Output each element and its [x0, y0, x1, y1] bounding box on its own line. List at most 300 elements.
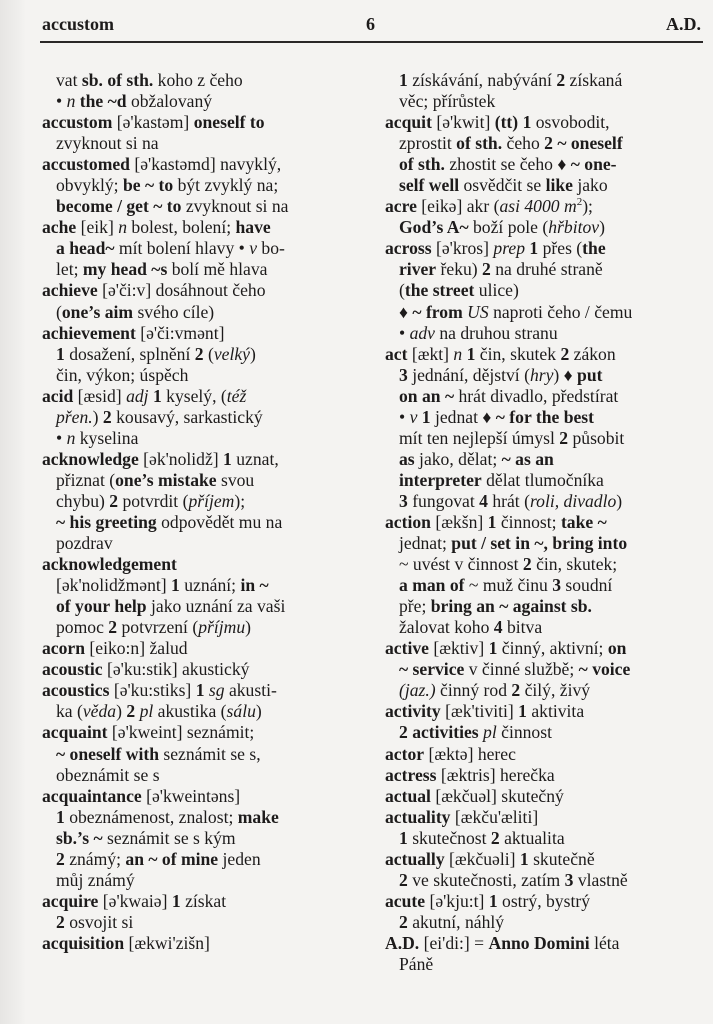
text: řeku) — [436, 259, 483, 280]
text: seznámit se s, — [158, 743, 261, 764]
bold-term: river — [399, 259, 437, 280]
text: ( — [203, 343, 214, 364]
entry-continuation-line — [42, 238, 362, 259]
text: [eik] — [76, 217, 119, 238]
bold-term: actor — [385, 743, 425, 764]
bold-term: make — [237, 806, 279, 827]
text: boží pole ( — [468, 217, 549, 238]
text: jednání, dějství ( — [407, 364, 530, 385]
bold-term: acknowledge — [42, 448, 139, 469]
text: akutní, náhlý — [407, 911, 505, 932]
bold-term: 1 — [399, 70, 408, 90]
bold-term: actually — [385, 848, 445, 869]
bold-term: 1 — [171, 890, 181, 911]
bold-term: a man of — [399, 575, 465, 596]
entry-headword-line — [42, 638, 362, 659]
header-last-entry: A.D. — [666, 14, 701, 34]
text: • — [399, 406, 410, 427]
text: bolí mě hlava — [167, 259, 268, 280]
bold-term: across — [385, 238, 432, 259]
italic-label: též — [226, 385, 247, 406]
text: obžalovaný — [126, 91, 213, 112]
text: [ək'nolidž] — [138, 448, 224, 469]
bold-term: the ~d — [75, 91, 127, 112]
bold-term: on an ~ — [399, 385, 455, 406]
entry-continuation-line — [42, 575, 362, 596]
bold-term: 1 — [529, 238, 539, 259]
entry-headword-line — [42, 112, 362, 133]
text: kyselý, ( — [161, 385, 227, 406]
text: [æk'tiviti] — [440, 701, 519, 722]
italic-label: hřbitov — [548, 217, 600, 238]
bold-term: self well — [399, 175, 460, 196]
entry-continuation-line — [42, 912, 362, 933]
bold-term: acoustic — [42, 659, 103, 680]
entry-continuation-line — [385, 575, 705, 596]
italic-label: adj — [126, 385, 149, 406]
text: na druhé straně — [490, 259, 603, 280]
text: jednat; — [399, 533, 452, 554]
text: akustika ( — [153, 701, 227, 722]
entry-headword-line — [42, 323, 362, 344]
text: [eikə] akr ( — [416, 196, 500, 217]
text: svého cíle) — [133, 301, 215, 322]
bold-term: put / set in ~, bring into — [451, 533, 628, 554]
bold-term: as — [399, 448, 415, 469]
text: [ækšn] — [430, 511, 488, 532]
text: [ə'kros] — [431, 238, 494, 259]
entry-continuation-line — [42, 533, 362, 554]
entry-headword-line — [42, 891, 362, 912]
text: jako — [572, 175, 608, 196]
entry-headword-line — [385, 701, 705, 722]
text: ) — [116, 701, 127, 722]
text: zprostit — [399, 133, 457, 154]
text: skutečnost — [407, 827, 491, 848]
text: ve skutečnosti, zatím — [407, 869, 565, 890]
bold-term: ~ oneself with — [56, 743, 159, 764]
text: bitva — [502, 617, 543, 638]
entry-headword-line — [385, 849, 705, 870]
text: svou — [216, 469, 255, 490]
bold-term: 2 — [56, 911, 65, 932]
entry-headword-line — [385, 112, 705, 133]
entry-headword-line — [385, 933, 705, 954]
text: [ə'kju:t] — [425, 890, 489, 911]
bold-term: (tt) — [494, 112, 519, 133]
bold-term: a head~ — [56, 238, 115, 259]
text: • — [56, 427, 67, 448]
bold-term: 2 — [560, 343, 570, 364]
header-first-entry: accustom — [42, 14, 114, 34]
text: pře; — [399, 596, 431, 617]
text: činnost; — [496, 511, 561, 532]
italic-label: příjmu — [198, 617, 246, 638]
text: [ækčuəl] skutečný — [430, 785, 564, 806]
entry-headword-line — [385, 344, 705, 365]
text: ) — [249, 343, 256, 364]
entry-continuation-line — [385, 154, 705, 175]
entry-continuation-line — [42, 70, 362, 91]
bold-term: ~ his greeting — [56, 511, 157, 532]
text: aktivita — [526, 701, 585, 722]
text: zvyknout si na — [181, 196, 289, 217]
italic-label: hry — [529, 364, 554, 385]
italic-label: v — [409, 406, 418, 427]
bold-term: active — [385, 638, 429, 659]
bold-term: actuality — [385, 806, 451, 827]
entry-headword-line — [385, 512, 705, 533]
adjacent-page-edge — [0, 0, 26, 1024]
bold-term: 1 — [519, 848, 529, 869]
text: mít bolení hlavy • — [114, 238, 250, 259]
entry-continuation-line — [42, 765, 362, 786]
text: činnost — [496, 722, 552, 743]
entry-headword-line — [385, 807, 705, 828]
text: pomoc — [56, 617, 109, 638]
entry-continuation-line — [385, 659, 705, 680]
bold-term: 2 activities — [399, 722, 479, 743]
bold-term: one’s mistake — [115, 469, 217, 490]
entry-continuation-line — [385, 912, 705, 933]
text: obeznámit se s — [56, 764, 160, 785]
entry-continuation-line — [385, 954, 705, 975]
bold-term: acre — [385, 196, 417, 217]
entry-continuation-line — [42, 428, 362, 449]
text: akusti- — [224, 680, 277, 701]
entry-headword-line — [385, 638, 705, 659]
bold-term: 2 — [556, 70, 566, 90]
entry-continuation-line — [42, 491, 362, 512]
entry-headword-line — [385, 238, 705, 259]
entry-headword-line — [42, 933, 362, 954]
text: osvobodit, — [531, 112, 610, 133]
bold-term: acquaint — [42, 722, 108, 743]
bold-term: 1 — [421, 406, 431, 427]
entry-headword-line — [385, 765, 705, 786]
entry-headword-line — [42, 280, 362, 301]
text: léta — [589, 932, 620, 953]
bold-term: achievement — [42, 322, 136, 343]
text: čeho — [502, 133, 545, 154]
entry-headword-line — [42, 722, 362, 743]
text: kyselina — [75, 427, 139, 448]
text: [æktris] herečka — [436, 764, 555, 785]
bold-term: 2 — [109, 490, 119, 511]
entry-continuation-line — [42, 344, 362, 365]
text: odpovědět mu na — [156, 511, 283, 532]
bold-term: 2 — [102, 406, 112, 427]
text: [æktiv] — [428, 638, 489, 659]
bold-term: 1 — [223, 448, 232, 469]
text: být zvyklý na; — [173, 175, 279, 196]
bold-term: actual — [385, 785, 431, 806]
text: zvyknout si na — [56, 133, 159, 154]
text: koho z čeho — [153, 70, 243, 90]
bold-term: ~ service — [399, 659, 465, 680]
bold-term: acid — [42, 385, 74, 406]
text: obeznámenost, znalost; — [64, 806, 238, 827]
bold-term: of sth. — [399, 154, 445, 175]
italic-label: v — [249, 238, 258, 259]
bold-term: 1 — [518, 701, 527, 722]
bold-term: 1 — [488, 890, 498, 911]
text: vlastně — [573, 869, 628, 890]
bold-term: 2 — [511, 680, 521, 701]
text: naproti čeho / čemu — [488, 301, 633, 322]
entry-continuation-line — [385, 302, 705, 323]
italic-label: pl — [139, 701, 154, 722]
bold-term: acknowledgement — [42, 554, 177, 575]
bold-term: 1 — [56, 806, 65, 827]
text: zhostit se čeho ♦ — [444, 154, 571, 175]
bold-term: take ~ — [560, 511, 607, 532]
text: získaná — [565, 70, 623, 90]
superscript: 2 — [576, 196, 583, 209]
text: [ə'kastəmd] navyklý, — [129, 154, 282, 175]
entry-headword-line — [385, 196, 705, 217]
entry-headword-line — [385, 786, 705, 807]
entry-headword-line — [42, 449, 362, 470]
bold-term: activity — [385, 701, 441, 722]
entry-continuation-line — [385, 596, 705, 617]
entry-continuation-line — [42, 196, 362, 217]
text: [æsid] — [73, 385, 127, 406]
entry-continuation-line — [385, 259, 705, 280]
text: věc; přírůstek — [399, 91, 496, 112]
text: ~ uvést v činnost — [399, 554, 523, 575]
bold-term: achieve — [42, 280, 98, 301]
text: [ækwi'zišn] — [124, 932, 210, 953]
page-header — [40, 10, 703, 40]
bold-term: acoustics — [42, 680, 110, 701]
text: [ə'kastəm] — [112, 112, 194, 133]
italic-label: věda — [82, 701, 117, 722]
bold-term: 3 — [399, 490, 408, 511]
text: v činné službě; — [464, 659, 579, 680]
left-column — [42, 70, 362, 954]
text: jeden — [218, 848, 261, 869]
entry-continuation-line — [42, 470, 362, 491]
bold-term: act — [385, 343, 408, 364]
bold-term: acorn — [42, 638, 85, 659]
text: vat — [56, 70, 82, 90]
bold-term: ~ for the best — [495, 406, 594, 427]
italic-label: velký — [213, 343, 250, 364]
bold-term: 1 — [522, 112, 532, 133]
bold-term: accustom — [42, 112, 113, 133]
text: ); — [582, 196, 593, 217]
text: fungovat — [407, 490, 480, 511]
header-rule — [40, 41, 703, 43]
text: [ækču'æliti] — [450, 806, 539, 827]
text: uznání; — [179, 575, 241, 596]
entry-continuation-line — [42, 596, 362, 617]
text: čin, skutek; — [531, 554, 618, 575]
bold-term: action — [385, 511, 431, 532]
text: [ə'kwaiə] — [98, 890, 172, 911]
bold-term: accustomed — [42, 154, 130, 175]
text: ostrý, bystrý — [497, 890, 590, 911]
text: [ə'kweint] seznámit; — [107, 722, 255, 743]
entry-continuation-line — [385, 533, 705, 554]
text: činný, aktivní; — [497, 638, 608, 659]
text: hrát ( — [487, 490, 530, 511]
italic-label: (jaz.) — [399, 680, 436, 701]
text: ) — [245, 617, 251, 638]
text: [ə'či:vmənt] — [135, 322, 225, 343]
entry-continuation-line — [385, 680, 705, 701]
bold-term: 1 — [487, 511, 497, 532]
entry-continuation-line — [385, 386, 705, 407]
italic-label: n — [118, 217, 128, 238]
bold-term: 2 — [399, 869, 408, 890]
entry-continuation-line — [42, 302, 362, 323]
text: známý; — [64, 848, 126, 869]
bold-term: 2 — [559, 427, 569, 448]
text: [eiko:n] žalud — [85, 638, 188, 659]
entry-continuation-line — [42, 133, 362, 154]
bold-term: the — [582, 238, 606, 259]
entry-continuation-line — [42, 807, 362, 828]
text: ka ( — [56, 701, 83, 722]
bold-term: one’s aim — [61, 301, 134, 322]
entry-headword-line — [385, 891, 705, 912]
entry-continuation-line — [42, 259, 362, 280]
text: potvrzení ( — [117, 617, 199, 638]
entry-continuation-line — [385, 722, 705, 743]
text: přes ( — [538, 238, 583, 259]
text: • — [56, 91, 67, 112]
bold-term: be ~ to — [122, 175, 174, 196]
page-number: 6 — [366, 14, 375, 34]
bold-term: my head ~s — [82, 259, 168, 280]
text: žalovat koho — [399, 617, 494, 638]
bold-term: acute — [385, 890, 426, 911]
italic-label: n — [66, 91, 76, 112]
entry-continuation-line — [42, 744, 362, 765]
entry-continuation-line — [42, 175, 362, 196]
text: dělat tlumočníka — [481, 469, 604, 490]
entry-headword-line — [42, 659, 362, 680]
entry-headword-line — [42, 386, 362, 407]
text: ) ♦ — [553, 364, 578, 385]
bold-term: acquit — [385, 112, 432, 133]
text: ~ muž činu — [464, 575, 553, 596]
bold-term: 2 — [490, 827, 500, 848]
entry-continuation-line — [385, 365, 705, 386]
bold-term: 1 — [152, 385, 162, 406]
entry-continuation-line — [385, 217, 705, 238]
entry-continuation-line — [385, 554, 705, 575]
entry-continuation-line — [385, 407, 705, 428]
bold-term: 4 — [493, 617, 503, 638]
bold-term: 2 — [194, 343, 204, 364]
entry-continuation-line — [42, 870, 362, 891]
text: aktualita — [499, 827, 565, 848]
entry-continuation-line — [42, 828, 362, 849]
text: Páně — [399, 953, 434, 974]
entry-continuation-line — [385, 70, 705, 91]
text: bolest, bolení; — [127, 217, 236, 238]
text: [ækt] — [407, 343, 454, 364]
text: • — [399, 322, 410, 343]
bold-term: an ~ of mine — [125, 848, 219, 869]
italic-label: adv — [409, 322, 435, 343]
italic-label: US — [467, 301, 489, 322]
text: můj známý — [56, 869, 135, 890]
text: [ək'nolidžmənt] — [56, 575, 172, 596]
text: přiznat ( — [56, 469, 116, 490]
text: získávání, nabývání — [407, 70, 557, 90]
entry-headword-line — [42, 680, 362, 701]
bold-term: actress — [385, 764, 437, 785]
bold-term: 2 — [482, 259, 491, 280]
italic-label: n — [66, 427, 76, 448]
bold-term: ~ from — [412, 301, 463, 322]
text: mít ten nejlepší úmysl — [399, 427, 560, 448]
bold-term: put — [577, 364, 603, 385]
bold-term: 3 — [564, 869, 574, 890]
text: uznat, — [231, 448, 279, 469]
bold-term: A.D. — [385, 932, 420, 953]
italic-label: sálu — [226, 701, 256, 722]
text: ) — [92, 406, 103, 427]
text: působit — [568, 427, 625, 448]
entry-continuation-line — [42, 91, 362, 112]
text: chybu) — [56, 490, 110, 511]
text: [ə'kwit] — [431, 112, 495, 133]
text: [ei'di:] = — [419, 932, 489, 953]
text: obvyklý; — [56, 175, 123, 196]
bold-term: bring an ~ against sb. — [430, 596, 592, 617]
text: seznámit se s kým — [102, 827, 236, 848]
text: ); — [234, 490, 246, 511]
text: dosažení, splnění — [64, 343, 195, 364]
bold-term: 2 — [108, 617, 118, 638]
bold-term: 3 — [552, 575, 561, 596]
text: čin, výkon; úspěch — [56, 364, 189, 385]
bold-term: 3 — [399, 364, 408, 385]
bold-term: ache — [42, 217, 77, 238]
italic-label: roli, divadlo — [529, 490, 617, 511]
bold-term: Anno Domini — [488, 932, 590, 953]
italic-label: pl — [483, 722, 497, 743]
bold-term: become / get ~ to — [56, 196, 182, 217]
bold-term: 1 — [399, 827, 408, 848]
text: [ə'či:v] dosáhnout čeho — [97, 280, 266, 301]
entry-continuation-line — [385, 428, 705, 449]
text: jako uznání za vaši — [146, 596, 286, 617]
bold-term: ~ one- — [570, 154, 617, 175]
text: jako, dělat; — [414, 448, 502, 469]
bold-term: oneself to — [193, 112, 265, 133]
text: pozdrav — [56, 533, 113, 554]
bold-term: ~ as an — [501, 448, 554, 469]
text: osvojit si — [64, 911, 134, 932]
bold-term: 4 — [479, 490, 488, 511]
text: potvrdit ( — [118, 490, 189, 511]
italic-label: n — [453, 343, 463, 364]
text: soudní — [561, 575, 613, 596]
bold-term: in ~ — [240, 575, 269, 596]
entry-continuation-line — [385, 491, 705, 512]
entry-continuation-line — [385, 870, 705, 891]
bold-term: acquisition — [42, 932, 125, 953]
bold-term: 1 — [56, 343, 65, 364]
bold-term: of your help — [56, 596, 147, 617]
text: skutečně — [528, 848, 595, 869]
